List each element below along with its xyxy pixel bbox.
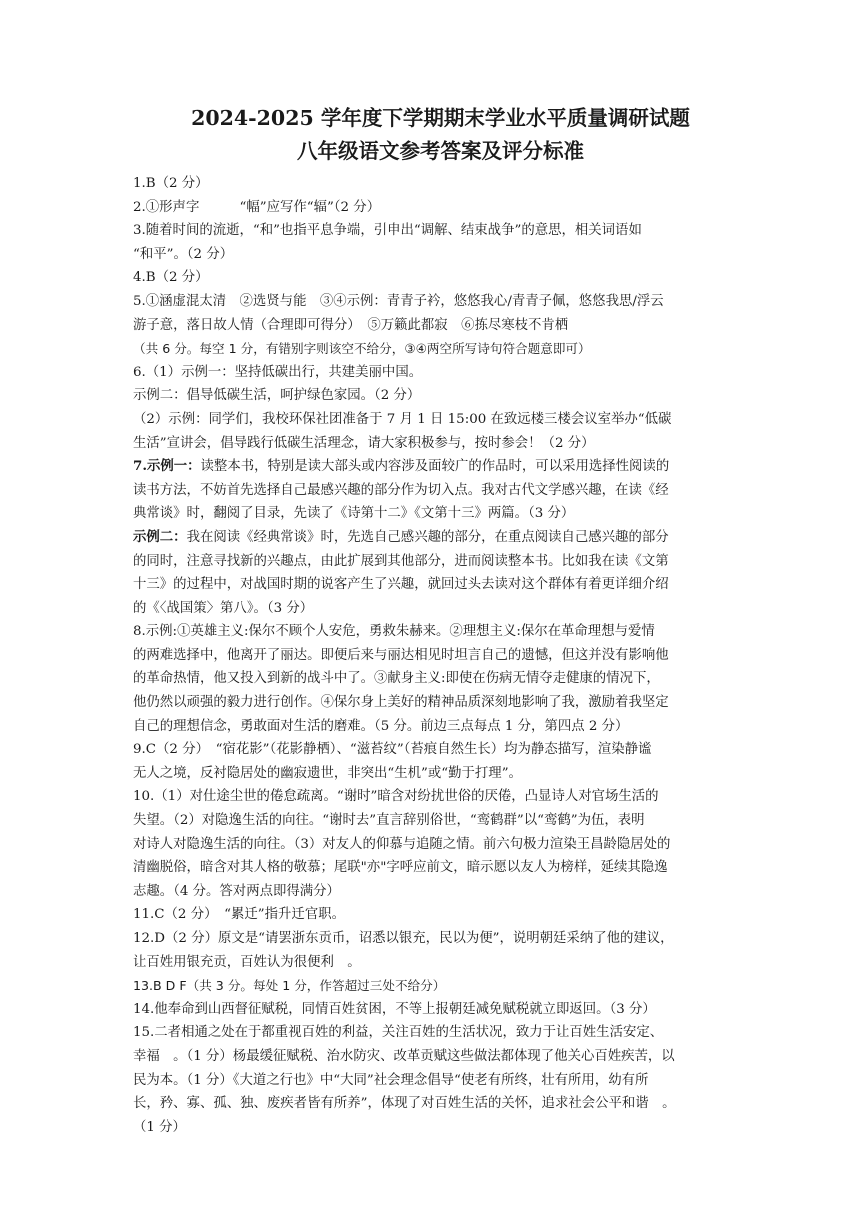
- answer-7-example-1-text: 读整本书，特别是读大部头或内容涉及面较广的作品时，可以采用选择性阅读的: [200, 459, 670, 475]
- answer-3-line-1: 3.随着时间的流逝，“和”也指平息争端，引申出“调解、结束战争”的意思，相关词语如: [133, 223, 642, 239]
- answer-2: 2.①形声字 “幅”应写作“辐”（2 分）: [133, 199, 381, 215]
- answer-15-line-5: （1 分）: [133, 1119, 186, 1135]
- answer-7-example-2-text: 我在阅读《经典常谈》时，先选自己感兴趣的部分，在重点阅读自己感兴趣的部分: [186, 529, 669, 545]
- answer-8-line-1: 8.示例:①英雄主义:保尔不顾个人安危，勇救朱赫来。②理想主义:保尔在革命理想与爱情: [133, 624, 655, 640]
- answer-15-line-3: 民为本。（1 分）《大道之行也》中“大同”社会理念倡导“使老有所终，壮有所用，幼有所: [133, 1072, 649, 1088]
- answer-10-line-3: 对诗人对隐逸生活的向往。（3）对友人的仰慕与追随之情。前六句极力渲染王昌龄隐居处的: [133, 836, 671, 852]
- answer-7-example-1-label: 7.示例一：: [133, 458, 201, 475]
- answer-4: 4.B（2 分）: [133, 270, 209, 286]
- answers-body: [133, 172, 748, 1139]
- answer-10-line-5: 志趣。（4 分。答对两点即得满分）: [133, 883, 340, 899]
- answer-5-scoring-note: （共 6 分。每空 1 分，有错别字则该空不给分，③④两空所写诗句符合题意即可）: [133, 341, 591, 357]
- answer-6-line-1: 6.（1）示例一：坚持低碳出行，共建美丽中国。: [133, 364, 423, 380]
- answer-10-line-1: 10.（1）对仕途尘世的倦怠疏离。“谢时”暗含对纷扰世俗的厌倦，凸显诗人对官场生活的: [133, 789, 659, 805]
- answer-10-line-4: 清幽脱俗，暗含对其人格的敬慕；尾联"亦"字呼应前文，暗示愿以友人为榜样，延续其隐逸: [133, 860, 668, 876]
- document-subtitle: 八年级语文参考答案及评分标准: [297, 139, 584, 163]
- answer-6-line-3: （2）示例：同学们，我校环保社团准备于 7 月 1 日 15:00 在致远楼三楼会议室举办“低碳: [133, 411, 672, 427]
- document-title: 2024-2025 学年度下学期期末学业水平质量调研试题: [191, 106, 690, 130]
- answer-7-example-1-line-3: 典常谈》时，翻阅了目录，先读了《诗第十二》《文第十三》两篇。（3 分）: [133, 506, 575, 522]
- answer-12-line-1: 12.D（2 分）原文是“请罢浙东贡币，诏悉以银充，民以为便”，说明朝廷采纳了他的建议，: [133, 931, 674, 946]
- answer-8-line-5: 自己的理想信念，勇敢面对生活的磨难。（5 分。前边三点每点 1 分，第四点 2 分）: [133, 718, 629, 734]
- answer-8-line-4: 他仍然以顽强的毅力进行创作。④保尔身上美好的精神品质深刻地影响了我，激励着我坚定: [133, 695, 669, 711]
- answer-14: 14.他奉命到山西督征赋税，同情百姓贫困，不等上报朝廷减免赋税就立即返回。（3 分）: [133, 1001, 656, 1017]
- answer-3-line-2: “和平”。（2 分）: [133, 246, 234, 262]
- answer-5-line-1: 5.①涵虚混太清 ②选贤与能 ③④示例：青青子衿，悠悠我心/青青子佩，悠悠我思/浮云: [133, 293, 664, 309]
- answer-13: 13.B D F（共 3 分。每处 1 分，作答超过三处不给分）: [133, 978, 446, 994]
- answer-12-line-2: 让百姓用银充贡，百姓认为很便利 。: [133, 954, 361, 970]
- answer-1: 1.B（2 分）: [133, 176, 209, 191]
- answer-11: 11.C（2 分） “累迁”指升迁官职。: [133, 907, 345, 923]
- answer-15-line-2: 幸福 。（1 分）杨最缓征赋税、治水防灾、改革贡赋这些做法都体现了他关心百姓疾苦，以: [133, 1048, 675, 1064]
- answer-10-line-2: 失望。（2）对隐逸生活的向往。“谢时去”直言辞别俗世，“鸾鹤群”以“鸾鹤”为伍，表明: [133, 813, 645, 829]
- answer-7-example-2-label: 示例二：: [133, 528, 187, 545]
- answer-9-line-2: 无人之境，反衬隐居处的幽寂遗世，非突出“生机”或“勤于打理”。: [133, 765, 522, 781]
- answer-7-example-1-line-1: [133, 455, 748, 479]
- answer-5-line-2: 游子意，落日故人情（合理即可得分） ⑤万籁此都寂 ⑥拣尽寒枝不肯栖: [133, 317, 569, 333]
- answer-8-line-3: 的革命热情，他又投入到新的战斗中了。③献身主义:即使在伤病无情夺走健康的情况下，: [133, 671, 660, 687]
- answer-7-example-2-line-4: 的《〈战国策〉第八》。（3 分）: [133, 600, 314, 616]
- answer-7-example-2-line-3: 十三》的过程中，对战国时期的说客产生了兴趣，就回过头去读对这个群体有着更详细介绍: [133, 577, 669, 593]
- answer-8-line-2: 的两难选择中，他离开了丽达。即便后来与丽达相见时坦言自己的遗憾，但这并没有影响他: [133, 647, 669, 663]
- answer-7-example-1-line-2: 读书方法，不妨首先选择自己最感兴趣的部分作为切入点。我对古代文学感兴趣，在读《经: [133, 482, 669, 498]
- answer-6-line-2: 示例二：倡导低碳生活，呵护绿色家园。（2 分）: [133, 388, 421, 404]
- answer-9-line-1: 9.C（2 分） “宿花影”（花影静栖）、“滋苔纹”（苔痕自然生长）均为静态描写，渲染静谧: [133, 742, 652, 758]
- answer-15-line-1: 15.二者相通之处在于都重视百姓的利益，关注百姓的生活状况，致力于让百姓生活安定、: [133, 1025, 664, 1041]
- answer-7-example-2-line-2: 的同时，注意寻找新的兴趣点，由此扩展到其他部分，进而阅读整本书。比如我在读《文第: [133, 553, 669, 569]
- answer-6-line-4: 生活”宣讲会，倡导践行低碳生活理念，请大家积极参与，按时参会！（2 分）: [133, 435, 595, 451]
- answer-7-example-2-line-1: [133, 526, 748, 550]
- answer-15-line-4: 长，矜、寡、孤、独、废疾者皆有所养”，体现了对百姓生活的关怀，追求社会公平和谐 。: [133, 1096, 676, 1112]
